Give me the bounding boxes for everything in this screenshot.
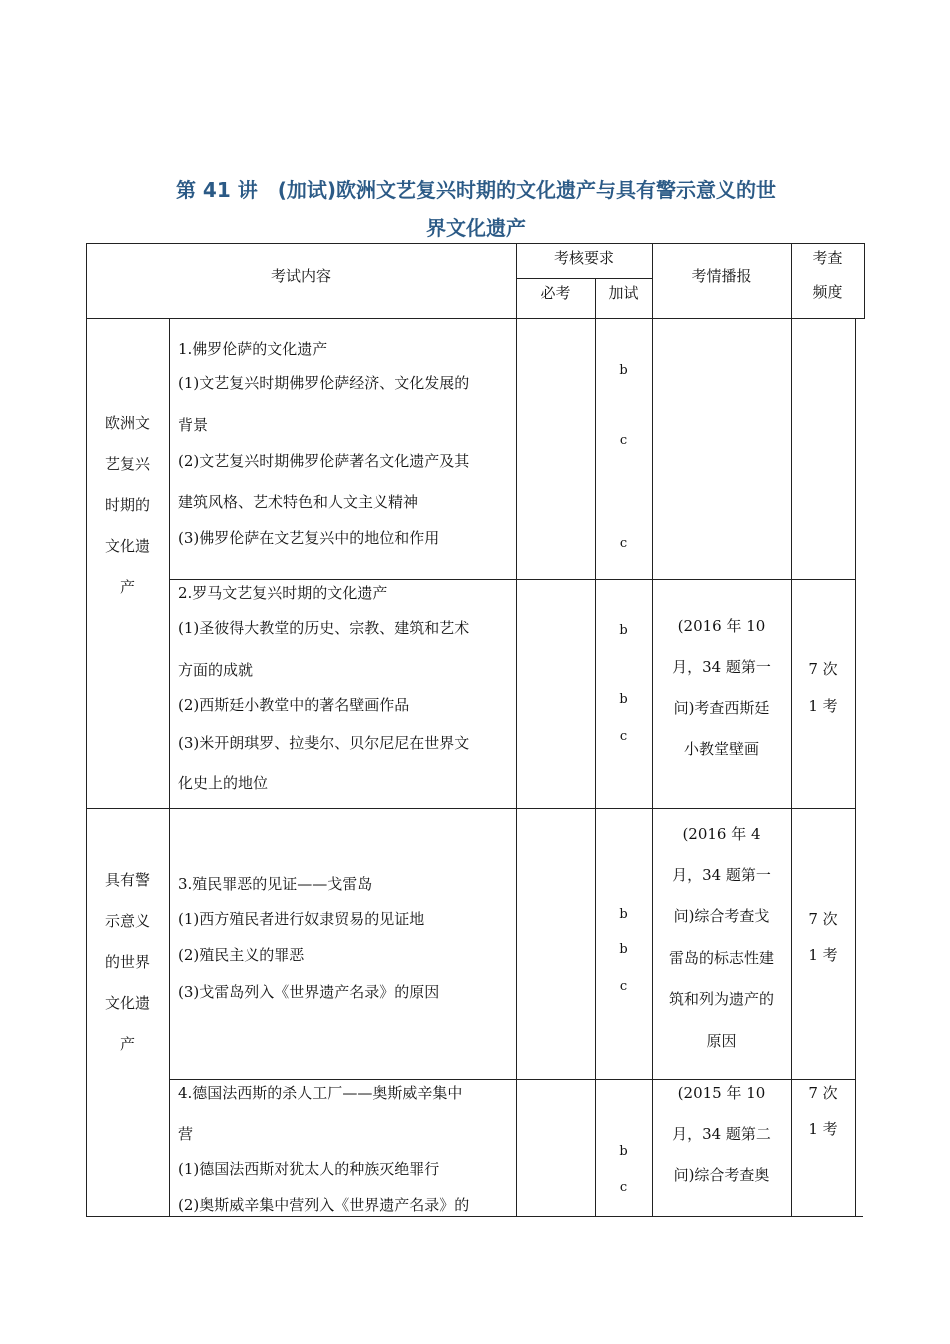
header-frequency: 频度 (812, 283, 843, 301)
table-rule (855, 318, 856, 1217)
frequency-line: 7 次 (808, 660, 838, 678)
table-rule (516, 278, 652, 279)
topic-line: 1.佛罗伦萨的文化遗产 (178, 340, 328, 358)
report-line: 月，34 题第一 (672, 866, 771, 884)
level-mark: c (619, 536, 628, 551)
topic-line: 背景 (178, 416, 209, 434)
header-additional: 加试 (608, 284, 639, 302)
section-name: 示意义 (104, 912, 150, 930)
table-rule (86, 808, 856, 809)
header-frequency: 考查 (812, 249, 843, 267)
section-name: 文化遗 (104, 994, 150, 1012)
table-rule (516, 243, 517, 1217)
topic-line: (3)佛罗伦萨在文艺复兴中的地位和作用 (178, 529, 440, 547)
section-name: 时期的 (104, 496, 150, 514)
page-title-line-1: 第 41 讲 (加试)欧洲文艺复兴时期的文化遗产与具有警示意义的世 (175, 178, 777, 202)
section-name: 文化遗 (104, 537, 150, 555)
table-rule (791, 243, 792, 1217)
frequency-line: 1 考 (808, 1120, 838, 1138)
frequency-line: 1 考 (808, 697, 838, 715)
topic-line: 方面的成就 (178, 661, 254, 679)
section-name: 艺复兴 (104, 455, 150, 473)
topic-line: 4.德国法西斯的杀人工厂——奥斯威辛集中 (178, 1084, 463, 1102)
level-mark: b (619, 907, 628, 922)
report-line: 雷岛的标志性建 (668, 949, 774, 967)
topic-line: 化史上的地位 (178, 774, 269, 792)
page-title-line-2: 界文化遗产 (426, 216, 526, 240)
frequency-line: 7 次 (808, 910, 838, 928)
level-mark: b (619, 623, 628, 638)
table-rule (595, 278, 596, 1217)
topic-line: (1)西方殖民者进行奴隶贸易的见证地 (178, 910, 425, 928)
level-mark: c (619, 729, 628, 744)
topic-line: (3)米开朗琪罗、拉斐尔、贝尔尼尼在世界文 (178, 734, 470, 752)
topic-line: (2)文艺复兴时期佛罗伦萨著名文化遗产及其 (178, 452, 470, 470)
report-line: (2015 年 10 (677, 1084, 766, 1102)
report-line: 小教堂壁画 (683, 740, 759, 758)
frequency-line: 1 考 (808, 946, 838, 964)
level-mark: c (619, 1180, 628, 1195)
level-mark: c (619, 979, 628, 994)
report-line: 原因 (706, 1032, 737, 1050)
topic-line: 营 (178, 1125, 194, 1143)
topic-line: (2)殖民主义的罪恶 (178, 946, 305, 964)
table-rule (169, 579, 856, 580)
table-rule (86, 318, 865, 319)
table-rule (86, 243, 865, 244)
report-line: 问)考查西斯廷 (673, 699, 770, 717)
topic-line: (1)圣彼得大教堂的历史、宗教、建筑和艺术 (178, 619, 470, 637)
table-rule (86, 243, 87, 1217)
topic-line: (1)文艺复兴时期佛罗伦萨经济、文化发展的 (178, 374, 470, 392)
table-rule (864, 243, 865, 318)
report-line: 月，34 题第一 (672, 658, 771, 676)
section-name: 产 (119, 578, 135, 596)
section-name: 欧洲文 (104, 414, 150, 432)
header-requirements: 考核要求 (553, 249, 614, 267)
report-line: 问)综合考查奥 (673, 1166, 770, 1184)
report-line: 月，34 题第二 (672, 1125, 771, 1143)
level-mark: b (619, 1144, 628, 1159)
level-mark: c (619, 433, 628, 448)
section-name: 的世界 (104, 953, 150, 971)
header-report: 考情播报 (691, 267, 752, 285)
table-rule (169, 318, 170, 1217)
header-content: 考试内容 (270, 267, 331, 285)
table-rule (86, 1216, 863, 1217)
level-mark: b (619, 363, 628, 378)
topic-line: (3)戈雷岛列入《世界遗产名录》的原因 (178, 983, 440, 1001)
report-line: 问)综合考查戈 (673, 907, 770, 925)
report-line: (2016 年 10 (677, 617, 766, 635)
level-mark: b (619, 942, 628, 957)
topic-line: 3.殖民罪恶的见证——戈雷岛 (178, 875, 373, 893)
section-name: 产 (119, 1035, 135, 1053)
level-mark: b (619, 692, 628, 707)
topic-line: 建筑风格、艺术特色和人文主义精神 (178, 493, 419, 511)
table-rule (652, 243, 653, 1217)
topic-line: 2.罗马文艺复兴时期的文化遗产 (178, 584, 388, 602)
report-line: (2016 年 4 (682, 825, 761, 843)
report-line: 筑和列为遗产的 (668, 990, 774, 1008)
topic-line: (2)奥斯威辛集中营列入《世界遗产名录》的 (178, 1196, 470, 1214)
section-name: 具有警 (104, 871, 150, 889)
topic-line: (1)德国法西斯对犹太人的种族灭绝罪行 (178, 1160, 440, 1178)
table-rule (169, 1079, 856, 1080)
topic-line: (2)西斯廷小教堂中的著名壁画作品 (178, 696, 410, 714)
frequency-line: 7 次 (808, 1084, 838, 1102)
header-required: 必考 (540, 284, 571, 302)
